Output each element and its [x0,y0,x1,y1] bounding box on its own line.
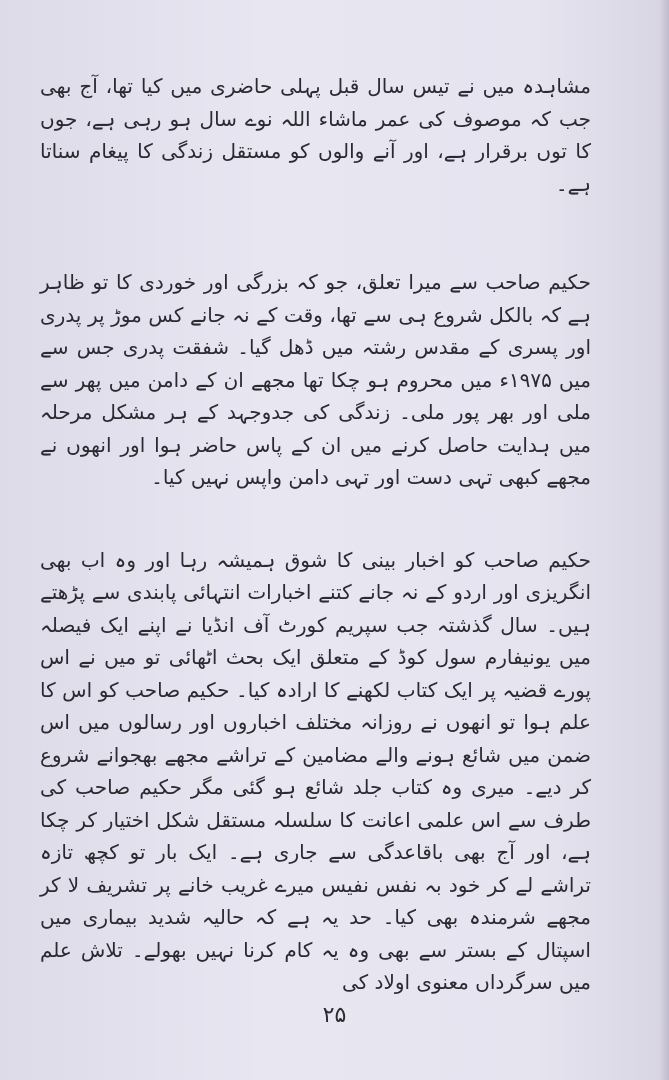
page-edge-shadow [659,0,669,1080]
page-number: ۲۵ [322,1003,347,1028]
paragraph-1: مشاہدہ میں نے تیس سال قبل پہلی حاضری میں کیا تھا، آج بھی جب کہ موصوف کی عمر ماشاء اللہ نوے سال ہو رہی ہے، جوں کا توں برقرار ہے، اور آنے والوں کو مستقل زندگی کا پیغام سناتا ہے۔ [40,74,591,196]
paragraph-2: حکیم صاحب سے میرا تعلق، جو کہ بزرگی اور خوردی کا تو ظاہر ہے کہ بالکل شروع ہی سے تھا، وقت کے نہ جانے کس موڑ پر پدری اور پسری کے مقدس رشتہ میں ڈھل گیا۔ شفقت پدری جس سے میں ۱۹۷۵ء میں محروم ہو چکا تھا مجھے ان کے دامن میں پھر سے ملی اور بھر پور ملی۔ زندگی کی جدوجہد کے ہر مشکل مرحلہ میں ہدایت حاصل کرنے میں ان کے پاس حاضر ہوا اور انھوں نے مجھے کبھی تہی دست اور تہی دامن واپس نہیں کیا۔ [40,270,591,489]
paragraph-3: حکیم صاحب کو اخبار بینی کا شوق ہمیشہ رہا اور وہ اب بھی انگریزی اور اردو کے نہ جانے کتنے اخبارات انتہائی پابندی سے پڑھتے ہیں۔ سال گذشتہ جب سپریم کورٹ آف انڈیا نے اپنے ایک فیصلہ میں یونیفارم سول کوڈ کے متعلق ایک بحث اٹھائی تو میں نے اس پورے قضیہ پر ایک کتاب لکھنے کا ارادہ کیا۔ حکیم صاحب کو اس کا علم ہوا تو انھوں نے روزانہ مختلف اخباروں اور رسالوں میں اس ضمن میں شائع ہونے والے مضامین کے تراشے مجھے بھجوانے شروع کر دیے۔ میری وہ کتاب جلد شائع ہو گئی مگر حکیم صاحب کی طرف سے اس علمی اعانت کا سلسلہ مستقل شکل اختیار کر چکا ہے، اور آج بھی باقاعدگی سے جاری ہے۔ ایک بار تو کچھ تازہ تراشے لے کر خود بہ نفس نفیس میرے غریب خانے پر تشریف لا کر مجھے شرمندہ بھی کیا۔ حد یہ ہے کہ حالیہ شدید بیماری میں اسپتال کے بستر سے بھی وہ یہ کام کرنا نہیں بھولے۔ تلاش علم میں سرگرداں معنوی اولاد کی [40,547,591,994]
body-text [40,70,591,999]
